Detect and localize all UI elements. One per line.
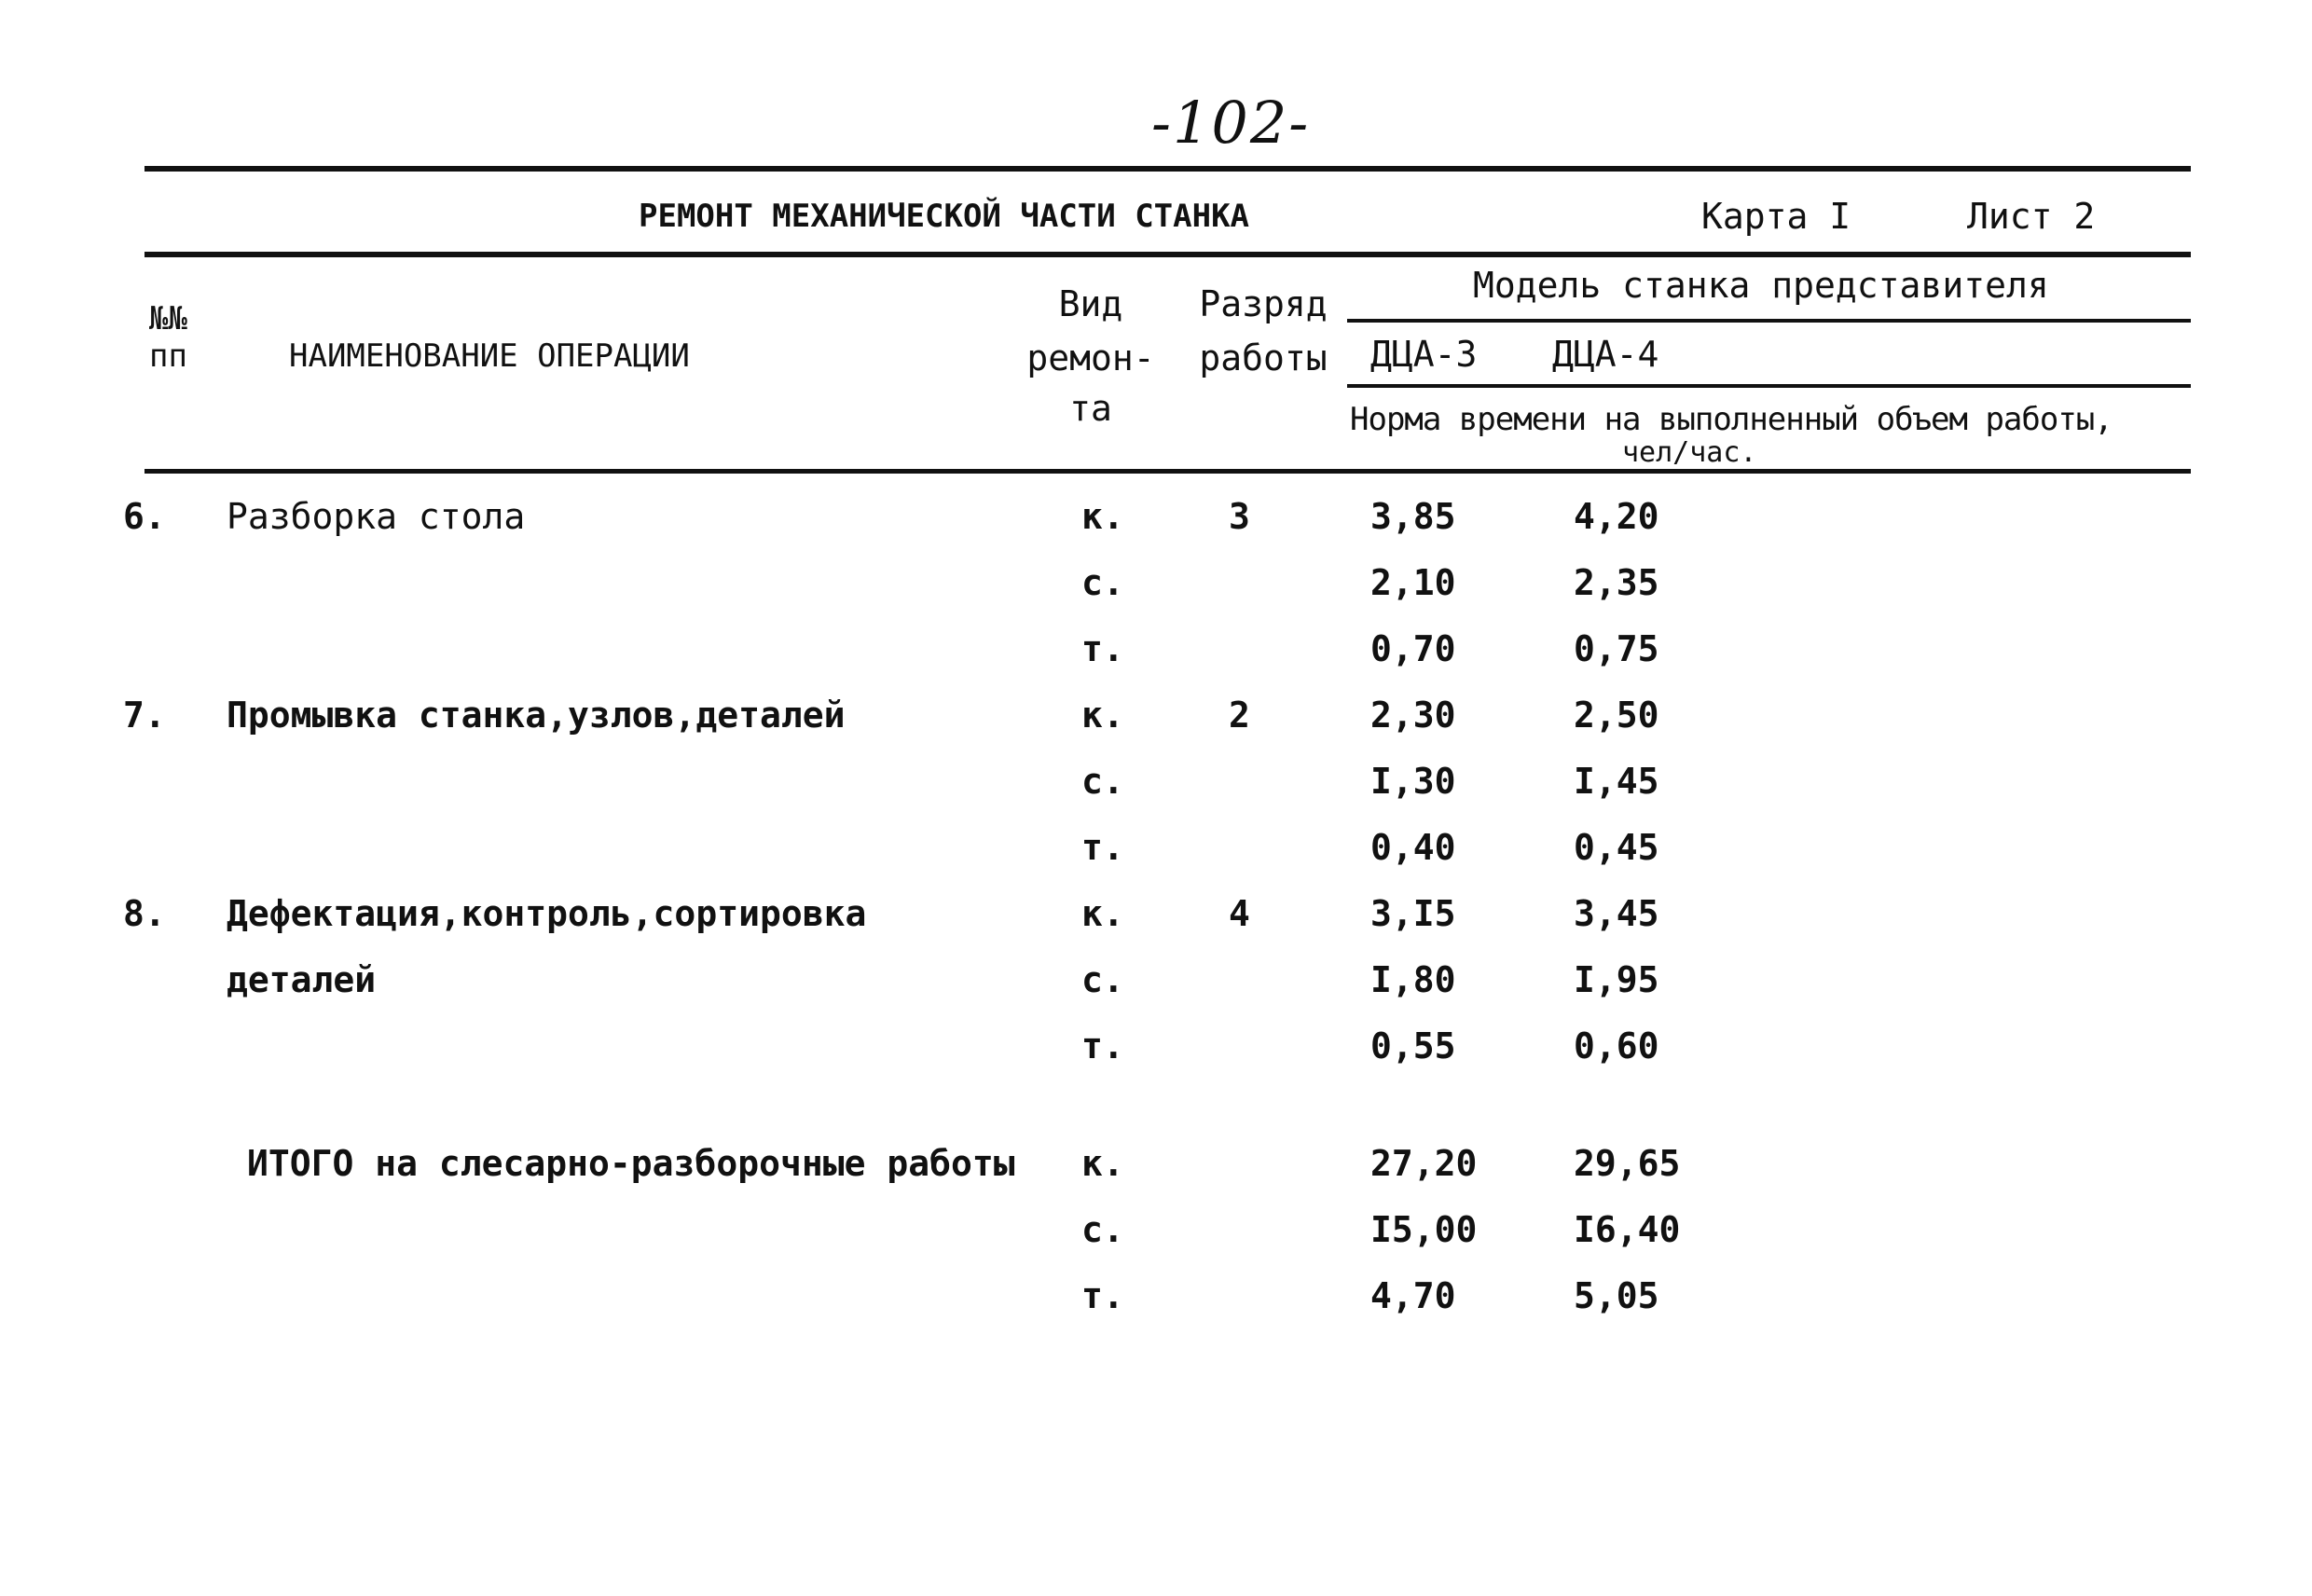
row-repair-type: т. <box>1081 628 1124 669</box>
row-grade: 3 <box>1229 496 1250 537</box>
row-repair-type: к. <box>1081 695 1124 736</box>
page-number: -102- <box>1151 89 1311 157</box>
header-grade-1: Разряд <box>1199 283 1328 324</box>
model-group-rule <box>1347 319 2191 323</box>
header-grade-2: работы <box>1199 337 1328 378</box>
header-model-2: ДЦА-4 <box>1552 334 1659 375</box>
header-model-group: Модель станка представителя <box>1473 265 2049 306</box>
row-value-model-1: 3,85 <box>1370 496 1456 537</box>
row-value-model-2: 0,75 <box>1574 628 1659 669</box>
total-repair-type: к. <box>1081 1143 1124 1184</box>
total-repair-type: с. <box>1081 1209 1124 1250</box>
row-operation-name: деталей <box>227 959 377 1000</box>
header-repair-type-2: ремон- <box>1026 337 1155 378</box>
header-operation: НАИМЕНОВАНИЕ ОПЕРАЦИИ <box>289 337 690 375</box>
row-value-model-1: 0,40 <box>1370 827 1456 868</box>
row-operation-name: Разборка стола <box>227 496 526 537</box>
row-repair-type: с. <box>1081 761 1124 802</box>
header-num-line2: пп <box>149 337 187 375</box>
row-value-model-2: 3,45 <box>1574 893 1659 934</box>
total-value-model-2: I6,40 <box>1574 1209 1681 1250</box>
header-norm-line2: чел/час. <box>1622 436 1757 469</box>
row-value-model-1: 2,10 <box>1370 562 1456 603</box>
total-value-model-1: 27,20 <box>1370 1143 1478 1184</box>
top-rule <box>144 166 2191 172</box>
header-model-1: ДЦА-3 <box>1370 334 1478 375</box>
total-value-model-2: 29,65 <box>1574 1143 1681 1184</box>
total-value-model-1: 4,70 <box>1370 1275 1456 1316</box>
header-num-line1: №№ <box>149 300 187 337</box>
row-operation-name: Дефектация,контроль,сортировка <box>227 893 867 934</box>
row-repair-type: к. <box>1081 496 1124 537</box>
row-value-model-1: 0,55 <box>1370 1025 1456 1066</box>
total-value-model-2: 5,05 <box>1574 1275 1659 1316</box>
header-repair-type-3: та <box>1069 388 1112 429</box>
row-value-model-2: 4,20 <box>1574 496 1659 537</box>
row-value-model-2: I,45 <box>1574 761 1659 802</box>
model-names-rule <box>1347 384 2191 388</box>
total-label: ИТОГО на слесарно-разборочные работы <box>247 1143 1015 1184</box>
row-value-model-1: I,30 <box>1370 761 1456 802</box>
row-repair-type: т. <box>1081 1025 1124 1066</box>
row-repair-type: к. <box>1081 893 1124 934</box>
header-norm-line1: Норма времени на выполненный объем работы, <box>1350 401 2112 438</box>
title-rule <box>144 252 2191 257</box>
row-value-model-2: 2,50 <box>1574 695 1659 736</box>
row-repair-type: с. <box>1081 562 1124 603</box>
row-value-model-2: I,95 <box>1574 959 1659 1000</box>
header-bottom-rule <box>144 469 2191 474</box>
row-repair-type: с. <box>1081 959 1124 1000</box>
total-repair-type: т. <box>1081 1275 1124 1316</box>
row-value-model-2: 2,35 <box>1574 562 1659 603</box>
sheet-label: Лист 2 <box>1967 196 2096 237</box>
total-value-model-1: I5,00 <box>1370 1209 1478 1250</box>
row-number: 6. <box>123 496 166 537</box>
row-grade: 4 <box>1229 893 1250 934</box>
row-value-model-1: 0,70 <box>1370 628 1456 669</box>
document-title: РЕМОНТ МЕХАНИЧЕСКОЙ ЧАСТИ СТАНКА <box>639 198 1250 235</box>
row-number: 8. <box>123 893 166 934</box>
row-value-model-2: 0,45 <box>1574 827 1659 868</box>
row-operation-name: Промывка станка,узлов,деталей <box>227 695 846 736</box>
row-value-model-2: 0,60 <box>1574 1025 1659 1066</box>
row-value-model-1: I,80 <box>1370 959 1456 1000</box>
header-repair-type-1: Вид <box>1058 283 1123 324</box>
row-grade: 2 <box>1229 695 1250 736</box>
card-label: Карта I <box>1701 196 1851 237</box>
row-repair-type: т. <box>1081 827 1124 868</box>
row-number: 7. <box>123 695 166 736</box>
row-value-model-1: 3,I5 <box>1370 893 1456 934</box>
row-value-model-1: 2,30 <box>1370 695 1456 736</box>
